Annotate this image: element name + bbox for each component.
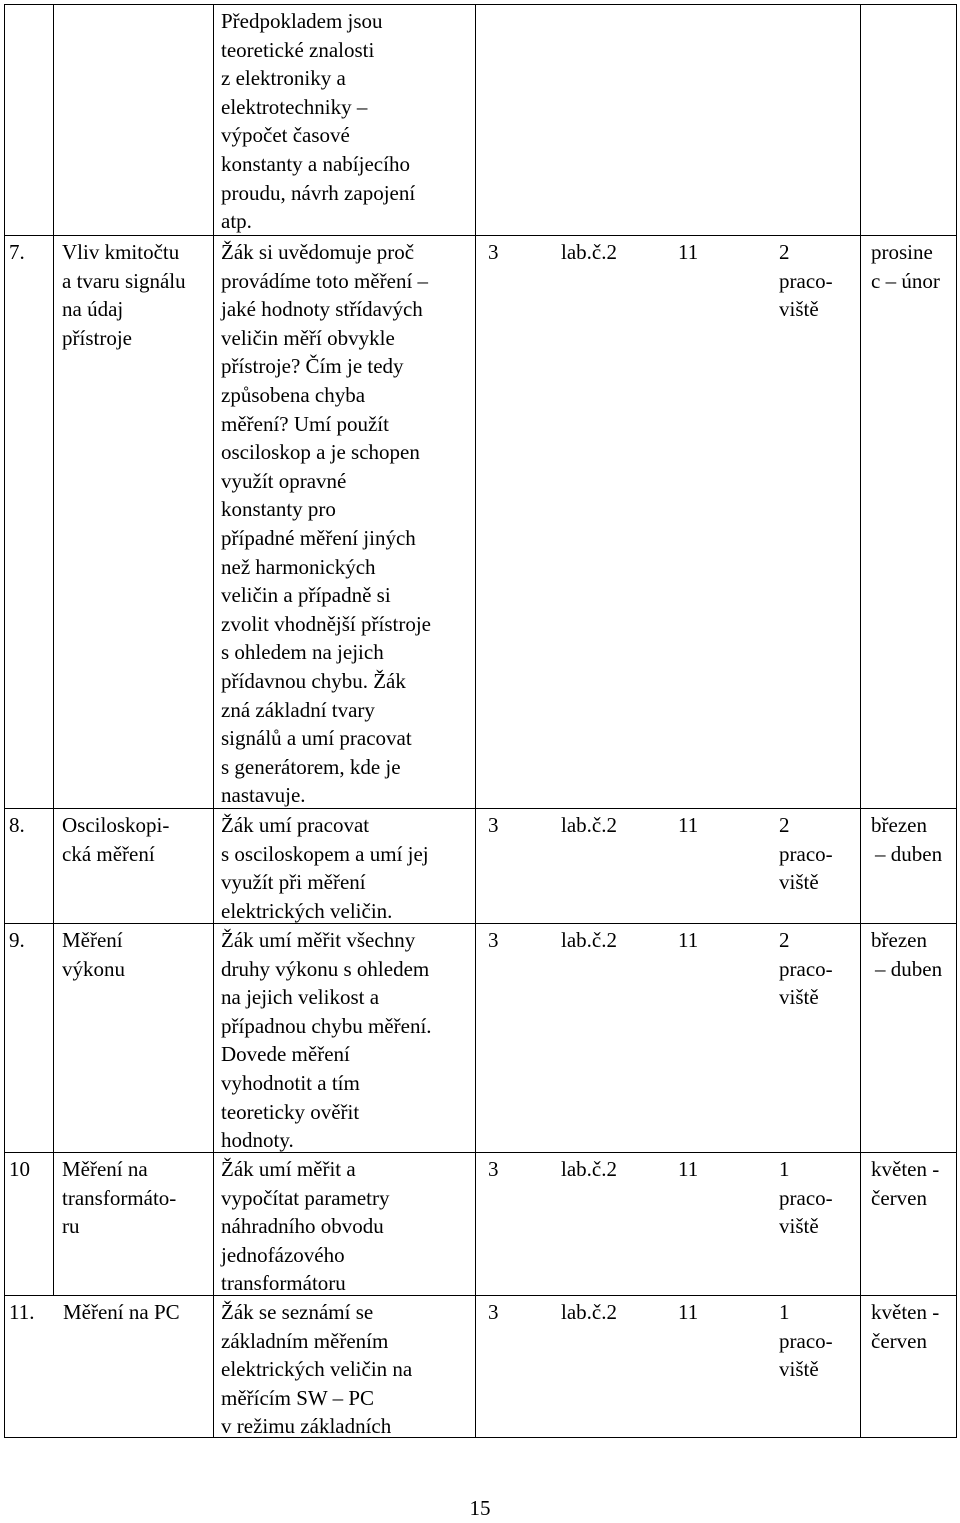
text-line: přídavnou chybu. Žák — [221, 668, 406, 693]
text-line: konstanty pro — [221, 497, 336, 522]
text-line: c – únor — [871, 268, 940, 293]
text-line: cká měření — [62, 841, 155, 866]
num-cell — [5, 809, 54, 924]
text-line: veličin měří obvykle — [221, 325, 395, 350]
places-value — [779, 926, 833, 1012]
topic-name — [62, 1155, 176, 1241]
room-value: lab.č.2 — [561, 813, 617, 837]
hours-value: 3 — [488, 240, 499, 264]
text-line: Měření na PC — [63, 1300, 180, 1324]
row-number: 11. — [9, 1300, 35, 1324]
month-cell — [861, 809, 957, 924]
text-line: viště — [779, 1357, 819, 1382]
text-line: Žák umí pracovat — [221, 813, 370, 837]
page-number: 15 — [469, 1496, 491, 1520]
month-cell — [861, 1153, 957, 1296]
text-line: náhradního obvodu — [221, 1214, 384, 1239]
text-line: ru — [62, 1214, 80, 1239]
text-line: s osciloskopem a umí jej — [221, 841, 429, 866]
month-cell — [861, 924, 957, 1153]
room-value: lab.č.2 — [561, 1157, 617, 1181]
text-line: červen — [871, 1185, 927, 1210]
row-number: 7. — [9, 240, 25, 264]
text-line: praco- — [779, 956, 833, 981]
table-row — [5, 924, 957, 1153]
num-cell — [5, 1153, 54, 1296]
text-line: přístroje? Čím je tedy — [221, 354, 404, 379]
text-line: na údaj — [62, 297, 124, 322]
hours-value: 3 — [488, 928, 499, 952]
text-line: březen — [871, 813, 927, 837]
text-line: 1 — [779, 1300, 790, 1324]
count-value: 11 — [678, 928, 699, 952]
desc-cell — [214, 1296, 476, 1438]
text-line: Žák si uvědomuje proč — [221, 240, 415, 264]
topic-name — [63, 1298, 180, 1327]
text-line: zná základní tvary — [221, 697, 375, 722]
text-line: případné měření jiných — [221, 525, 416, 550]
text-line: s ohledem na jejich — [221, 640, 384, 665]
topic-description — [221, 811, 429, 925]
months-value — [871, 926, 942, 983]
row-number: 10 — [9, 1157, 30, 1181]
text-line: veličin a případně si — [221, 583, 391, 608]
text-line: základním měřením — [221, 1328, 389, 1353]
text-line: 2 — [779, 928, 790, 952]
hours-cell — [476, 1296, 861, 1438]
text-line: Dovede měření — [221, 1042, 350, 1067]
months-value — [871, 1298, 939, 1355]
text-line: atp. — [221, 209, 252, 234]
text-line: praco- — [779, 268, 833, 293]
hours-cell — [476, 236, 861, 809]
month-cell — [861, 1296, 957, 1438]
topic-name — [62, 926, 125, 983]
hours-value: 3 — [488, 1300, 499, 1324]
count-value: 11 — [678, 1157, 699, 1181]
text-line: jednofázového — [221, 1242, 345, 1267]
text-line: měřícím SW – PC — [221, 1385, 375, 1410]
text-line: případnou chybu měření. — [221, 1013, 432, 1038]
text-line: hodnoty. — [221, 1128, 294, 1153]
text-line: Žák umí měřit všechny — [221, 928, 416, 952]
room-value: lab.č.2 — [561, 1300, 617, 1324]
desc-cell — [214, 809, 476, 924]
text-line: v režimu základních — [221, 1414, 392, 1439]
table-row — [5, 809, 957, 924]
text-line: přístroje — [62, 325, 132, 350]
text-line: nastavuje. — [221, 783, 306, 808]
text-line: využít při měření — [221, 870, 366, 895]
months-value — [871, 1155, 939, 1212]
text-line: než harmonických — [221, 554, 376, 579]
text-line: teoretické znalosti — [221, 37, 375, 62]
text-line: Žák se seznámí se — [221, 1300, 374, 1324]
text-line: konstanty a nabíjecího — [221, 151, 410, 176]
text-line: transformátoru — [221, 1271, 346, 1296]
topic-description — [221, 238, 431, 810]
text-line: praco- — [779, 841, 833, 866]
desc-cell — [214, 1153, 476, 1296]
topic-name — [62, 238, 186, 352]
text-line: viště — [779, 985, 819, 1010]
count-value: 11 — [678, 1300, 699, 1324]
hours-cell — [476, 924, 861, 1153]
text-line: jaké hodnoty střídavých — [221, 297, 423, 322]
text-line: osciloskop a je schopen — [221, 440, 420, 465]
text-line: na jejich velikost a — [221, 985, 380, 1010]
num-cell — [5, 236, 54, 809]
places-value — [779, 1298, 833, 1384]
name-cell — [54, 1153, 214, 1296]
text-line: výpočet časové — [221, 123, 350, 148]
text-line: Vliv kmitočtu — [62, 240, 180, 264]
text-line: Žák umí měřit a — [221, 1157, 356, 1181]
text-line: měření? Umí použít — [221, 411, 389, 436]
name-cell — [54, 5, 214, 236]
months-value — [871, 811, 942, 868]
text-line: červen — [871, 1328, 927, 1353]
text-line: prosine — [871, 240, 933, 264]
hours-value: 3 — [488, 813, 499, 837]
hours-value: 3 — [488, 1157, 499, 1181]
curriculum-table — [4, 4, 957, 1438]
text-line: viště — [779, 870, 819, 895]
table-row — [5, 1296, 957, 1438]
desc-cell — [214, 5, 476, 236]
text-line: viště — [779, 297, 819, 322]
text-line: teoreticky ověřit — [221, 1099, 360, 1124]
text-line: 2 — [779, 813, 790, 837]
text-line: transformáto- — [62, 1185, 177, 1210]
room-value: lab.č.2 — [561, 928, 617, 952]
text-line: výkonu — [62, 956, 125, 981]
num-cell — [5, 5, 54, 236]
text-line: elektrických veličin. — [221, 898, 393, 923]
text-line: z elektroniky a — [221, 66, 346, 91]
room-value: lab.č.2 — [561, 240, 617, 264]
text-line: Měření na — [62, 1157, 148, 1181]
num-name-cell — [5, 1296, 214, 1438]
text-line: praco- — [779, 1328, 833, 1353]
desc-cell — [214, 236, 476, 809]
text-line: březen — [871, 928, 927, 952]
text-line: elektrotechniky – — [221, 94, 368, 119]
hours-cell — [476, 809, 861, 924]
table-row — [5, 1153, 957, 1296]
text-line: – duben — [875, 841, 943, 866]
month-cell — [861, 5, 957, 236]
topic-description — [221, 926, 432, 1155]
text-line: 1 — [779, 1157, 790, 1181]
text-line: a tvaru signálu — [62, 268, 186, 293]
places-value — [779, 238, 833, 324]
text-line: zvolit vhodnější přístroje — [221, 611, 431, 636]
hours-cell — [476, 1153, 861, 1296]
text-line: způsobena chyba — [221, 382, 366, 407]
hours-cell — [476, 5, 861, 236]
text-line: signálů a umí pracovat — [221, 726, 412, 751]
month-cell — [861, 236, 957, 809]
row-number: 9. — [9, 928, 25, 952]
text-line: viště — [779, 1214, 819, 1239]
topic-description — [221, 1298, 412, 1441]
text-line: Měření — [62, 928, 123, 952]
months-value — [871, 238, 940, 295]
name-cell — [54, 809, 214, 924]
text-line: Osciloskopi- — [62, 813, 170, 837]
text-line: druhy výkonu s ohledem — [221, 956, 430, 981]
count-value: 11 — [678, 240, 699, 264]
places-value — [779, 1155, 833, 1241]
places-value — [779, 811, 833, 897]
text-line: Předpokladem jsou — [221, 9, 383, 33]
text-line: provádíme toto měření – — [221, 268, 429, 293]
topic-description — [221, 1155, 390, 1298]
text-line: s generátorem, kde je — [221, 754, 401, 779]
name-cell — [54, 924, 214, 1153]
text-line: praco- — [779, 1185, 833, 1210]
text-line: využít opravné — [221, 468, 347, 493]
desc-cell — [214, 924, 476, 1153]
text-line: květen - — [871, 1157, 940, 1181]
text-line: proudu, návrh zapojení — [221, 180, 416, 205]
intro-text — [221, 7, 415, 236]
text-line: květen - — [871, 1300, 940, 1324]
table-row-intro — [5, 5, 957, 236]
topic-name — [62, 811, 169, 868]
text-line: vypočítat parametry — [221, 1185, 390, 1210]
name-cell — [54, 236, 214, 809]
text-line: vyhodnotit a tím — [221, 1070, 360, 1095]
num-cell — [5, 924, 54, 1153]
text-line: elektrických veličin na — [221, 1357, 413, 1382]
count-value: 11 — [678, 813, 699, 837]
text-line: – duben — [875, 956, 943, 981]
text-line: 2 — [779, 240, 790, 264]
row-number: 8. — [9, 813, 25, 837]
table-row — [5, 236, 957, 809]
